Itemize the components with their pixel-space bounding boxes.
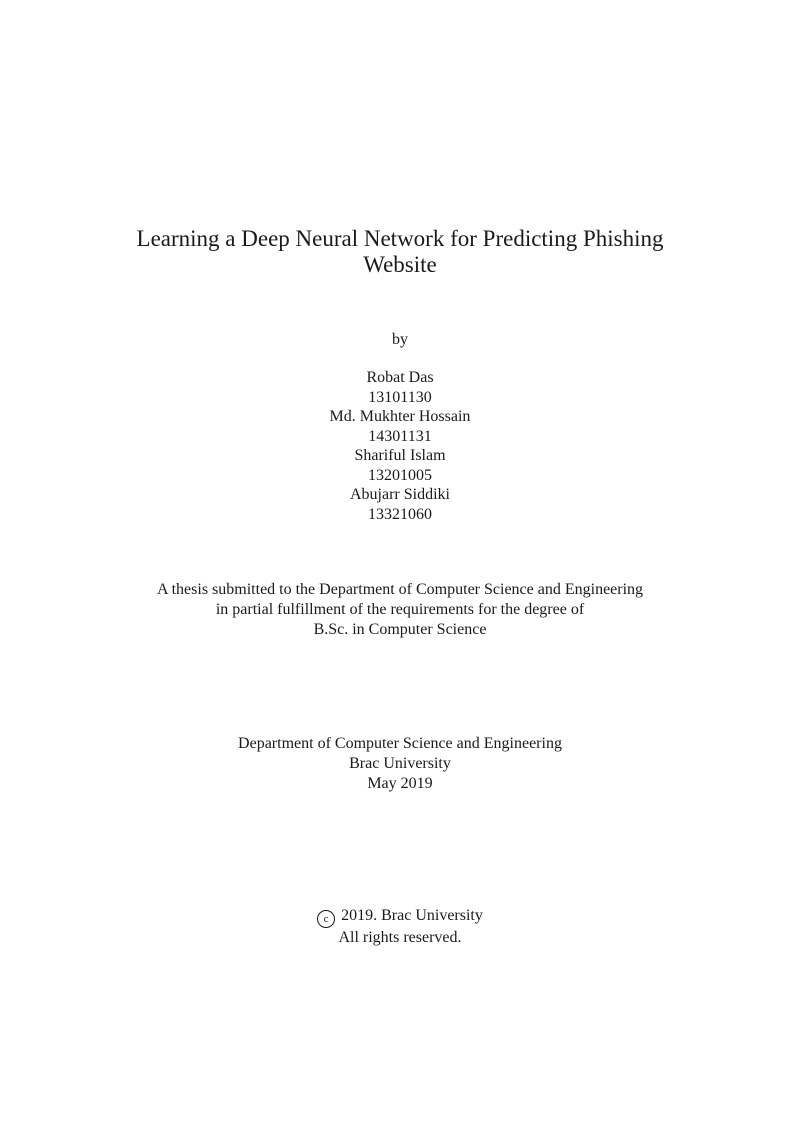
copyright-text: 2019. Brac University — [341, 907, 483, 924]
author-name: Shariful Islam — [354, 447, 446, 464]
by-label: by — [392, 331, 408, 348]
author-name: Abujarr Siddiki — [350, 486, 450, 503]
thesis-title-line-1: Learning a Deep Neural Network for Predicting Phishing — [136, 226, 664, 251]
author-name: Md. Mukhter Hossain — [329, 408, 471, 425]
rights-reserved: All rights reserved. — [338, 929, 462, 946]
submission-date: May 2019 — [367, 775, 433, 792]
copyright-block — [0, 906, 800, 948]
degree-line: B.Sc. in Computer Science — [313, 621, 487, 638]
thesis-title — [0, 226, 800, 278]
institution-block — [0, 734, 800, 794]
copyright-icon: c — [317, 910, 335, 928]
submission-statement — [0, 580, 800, 640]
copyright-line — [0, 906, 800, 928]
university-name: Brac University — [349, 755, 451, 772]
author-name: Robat Das — [366, 369, 434, 386]
author-id: 13201005 — [368, 466, 432, 484]
thesis-title-line-2: Website — [363, 252, 437, 277]
department-name: Department of Computer Science and Engineering — [238, 735, 562, 752]
submission-line-2: in partial fulfillment of the requirements for the degree of — [215, 601, 585, 618]
author-id: 13321060 — [368, 505, 432, 523]
submission-line-1: A thesis submitted to the Department of Computer Science and Engineering — [156, 581, 644, 598]
author-list — [0, 368, 800, 524]
author-id: 13101130 — [368, 388, 432, 406]
author-id: 14301131 — [368, 427, 432, 445]
